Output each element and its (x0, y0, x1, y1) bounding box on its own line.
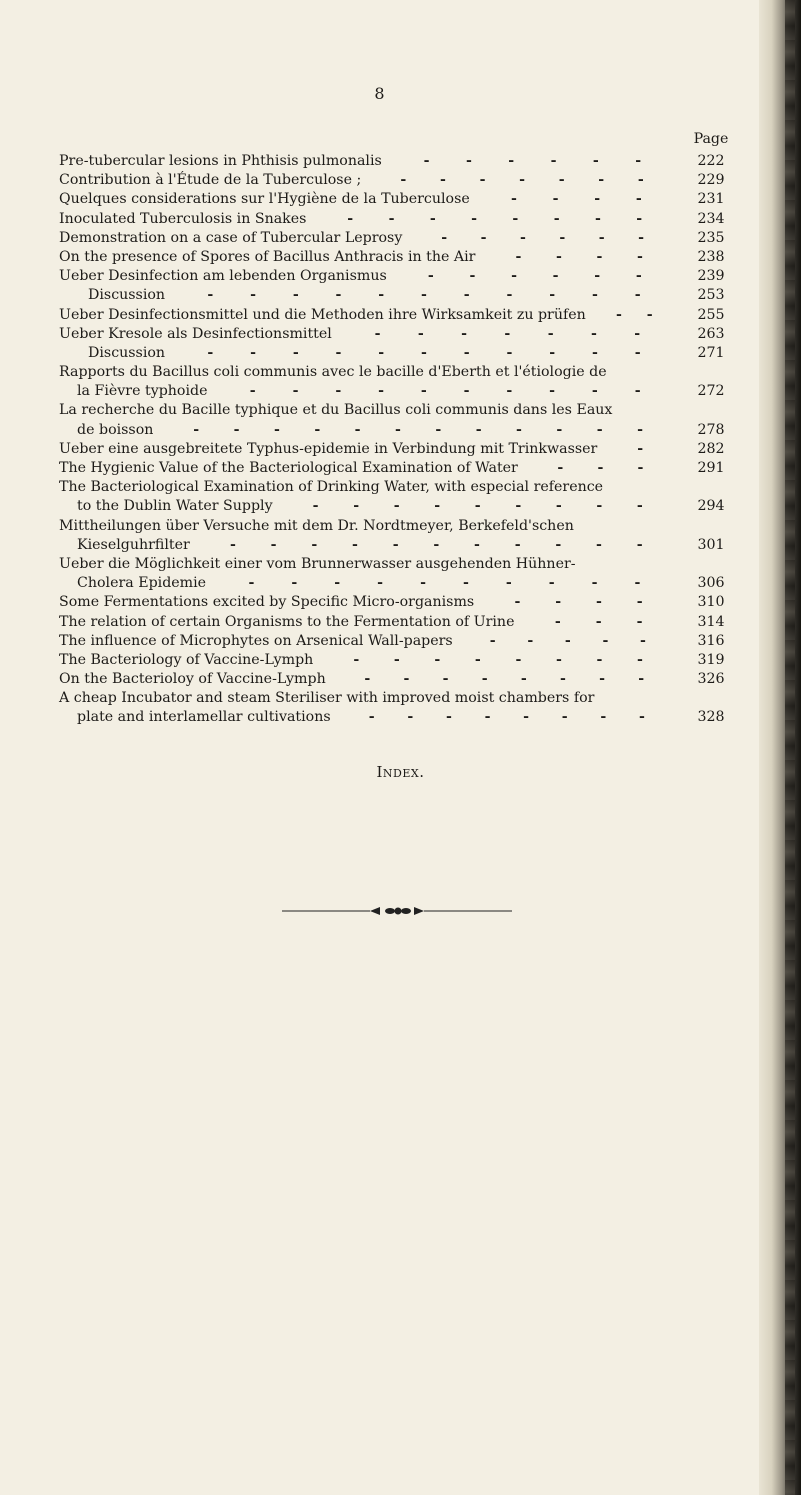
toc-entry (59, 651, 739, 670)
toc-entry (59, 670, 739, 689)
toc-entry-title: On the Bacterioloy of Vaccine-Lymph (59, 671, 326, 688)
toc-entry-page: 272 (697, 383, 725, 400)
toc-entry-page: 238 (697, 248, 725, 265)
toc-entry (59, 632, 739, 651)
toc-entry-line (59, 670, 739, 689)
toc-entry-title: plate and interlamellar cultivations (77, 709, 331, 726)
toc-entry-line (59, 708, 739, 727)
toc-entry-line (59, 555, 739, 574)
toc-entry-page: 328 (697, 709, 725, 726)
toc-entry-page: 319 (697, 651, 725, 668)
ornament-divider (282, 904, 512, 918)
book-page-edge (759, 0, 801, 1495)
toc-entry-title: Ueber eine ausgebreitete Typhus-epidemie in Verbindung mit Trinkwasser (59, 440, 598, 457)
book-spine-shadow (785, 0, 795, 1495)
toc-entry-title: Demonstration on a case of Tubercular Leprosy (59, 229, 403, 246)
index-heading: Index. (376, 763, 425, 781)
toc-entry-line (59, 536, 739, 555)
dot-leader: - - - - - - - - (364, 671, 645, 688)
dot-leader: - - - - (510, 191, 642, 208)
toc-entry-line (59, 593, 739, 612)
toc-entry (59, 440, 739, 459)
toc-entry-title: Cholera Epidemie (77, 575, 207, 592)
toc-entry-line (59, 459, 739, 478)
toc-entry-page: 278 (697, 421, 725, 438)
toc-entry-line (59, 651, 739, 670)
toc-entry-title: The Hygienic Value of the Bacteriological Examination of Water (59, 460, 518, 476)
toc-entry-line (59, 171, 739, 190)
toc-entry-title: The influence of Microphytes on Arsenical Wall-papers (59, 632, 453, 649)
toc-entry-title: Ueber die Möglichkeit einer vom Brunnerwasser ausgehenden Hühner- (59, 555, 576, 572)
toc-entry-page: 235 (697, 229, 725, 246)
toc-entry-line (59, 421, 739, 440)
toc-entry-title: Ueber Desinfectionsmittel und die Methoden ihre Wirksamkeit zu prüfen (59, 306, 586, 323)
toc-entry-page: 231 (697, 191, 725, 208)
toc-entry-title: Some Fermentations excited by Specific Micro-organisms (59, 594, 475, 611)
table-of-contents (59, 130, 739, 728)
toc-entry-title: Discussion (88, 287, 166, 304)
toc-entry (59, 229, 739, 248)
toc-entry-title: The Bacteriological Examination of Drinking Water, with especial reference (59, 479, 604, 496)
toc-entry (59, 306, 739, 325)
toc-entry (59, 344, 739, 363)
toc-entry (59, 325, 739, 344)
dot-leader: - - - - (514, 594, 643, 611)
toc-entry-title: A cheap Incubator and steam Steriliser with improved moist chambers for (59, 690, 595, 707)
dot-leader: - - - - - - (427, 268, 642, 285)
dot-leader: - - - - - - - - (353, 651, 643, 668)
dot-leader: - - - - - - - - (347, 210, 643, 227)
toc-entry-line (59, 478, 739, 497)
dot-leader: - - - - (515, 248, 643, 265)
dot-leader: - - - - - - - - - - - - (193, 421, 643, 438)
toc-entry-title: to the Dublin Water Supply (77, 498, 273, 515)
toc-entry-page: 229 (697, 172, 725, 189)
toc-entry-line (59, 248, 739, 267)
toc-entry-page: 291 (697, 460, 725, 476)
toc-entry-title: Mittheilungen über Versuche mit dem Dr. Nordtmeyer, Berkefeld'schen (59, 517, 574, 534)
dot-leader: - - - - - - - - (368, 709, 645, 726)
toc-entry-title: The relation of certain Organisms to the Fermentation of Urine (59, 613, 515, 630)
toc-entry-line (59, 152, 739, 171)
toc-entry-page: 255 (697, 306, 725, 323)
dot-leader: - - - - - - - - - (312, 498, 643, 515)
toc-entry (59, 152, 739, 171)
toc-entry-line (59, 210, 739, 229)
toc-entry (59, 363, 739, 401)
toc-entry-title: Quelques considerations sur l'Hygiène de la Tuberculose (59, 191, 470, 208)
toc-entry-line (59, 344, 739, 363)
dot-leader: - - - - - - - - - - (249, 383, 641, 400)
toc-entry-page: 294 (697, 498, 725, 515)
toc-entry (59, 459, 739, 478)
toc-entry-line (59, 632, 739, 651)
dot-leader: - - - - - - (423, 153, 642, 169)
toc-entry-line (59, 363, 739, 382)
toc-entry-page: 271 (697, 344, 725, 361)
toc-entry-line (59, 497, 739, 516)
toc-entry-page: 282 (697, 440, 725, 457)
toc-entry-page: 253 (697, 287, 725, 304)
dot-leader: - - - - - - - - - - - (230, 536, 643, 553)
toc-entry (59, 171, 739, 190)
toc-entry (59, 613, 739, 632)
toc-entry-line (59, 401, 739, 420)
toc-entry-title: Rapports du Bacillus coli communis avec le bacille d'Eberth et l'étiologie de (59, 364, 607, 381)
page-column-header: Page (693, 131, 729, 147)
toc-entry-title: Discussion (88, 344, 166, 361)
toc-entry-title: la Fièvre typhoide (77, 383, 208, 400)
dot-leader: - (637, 440, 644, 457)
toc-entry-page: 263 (697, 325, 725, 342)
toc-entry (59, 248, 739, 267)
toc-entry-page: 301 (697, 536, 725, 553)
toc-entry-title: Kieselguhrfilter (77, 536, 190, 553)
toc-entry-title: Pre-tubercular lesions in Phthisis pulmonalis (59, 153, 382, 169)
dot-leader: - - (616, 306, 653, 323)
toc-entry-line (59, 190, 739, 209)
toc-entry-page: 239 (697, 268, 725, 285)
dot-leader: - - - - - - - - - - - (207, 344, 641, 361)
toc-entry (59, 210, 739, 229)
toc-entry-line (59, 613, 739, 632)
dot-leader: - - - - - (489, 632, 646, 649)
toc-entry-line (59, 267, 739, 286)
toc-entry (59, 267, 739, 286)
toc-entry (59, 190, 739, 209)
dot-leader: - - - - - - - - - - - (207, 287, 641, 304)
toc-entry-page: 326 (697, 671, 725, 688)
dot-leader: - - - - - - - - - - (248, 575, 641, 592)
toc-entry-title: Ueber Kresole als Desinfectionsmittel (59, 325, 332, 342)
toc-entry (59, 401, 739, 439)
toc-entry-line (59, 325, 739, 344)
dot-leader: - - - (554, 613, 643, 630)
toc-entry-page: 306 (697, 575, 725, 592)
toc-entry (59, 689, 739, 727)
toc-entry-line (59, 229, 739, 248)
toc-entry-line (59, 517, 739, 536)
toc-entry-line (59, 689, 739, 708)
toc-entry-page: 222 (697, 153, 725, 169)
toc-entry-title: Ueber Desinfection am lebenden Organismus (59, 268, 387, 285)
toc-entries (59, 152, 739, 728)
toc-entry-page: 310 (697, 594, 725, 611)
toc-entry (59, 593, 739, 612)
page-number: 8 (374, 84, 386, 103)
toc-entry-title: Contribution à l'Étude de la Tuberculose ; (59, 172, 362, 189)
toc-entry-page: 316 (697, 632, 725, 649)
toc-entry-line (59, 574, 739, 593)
toc-entry (59, 478, 739, 516)
toc-entry (59, 517, 739, 555)
toc-entry-line (59, 382, 739, 401)
dot-leader: - - - - - - (441, 229, 645, 246)
toc-entry-line (59, 306, 739, 325)
toc-entry-line (59, 440, 739, 459)
toc-entry (59, 555, 739, 593)
toc-entry-title: de boisson (77, 421, 154, 438)
dot-leader: - - - (557, 460, 644, 476)
toc-entry-page: 314 (697, 613, 725, 630)
toc-entry-title: The Bacteriology of Vaccine-Lymph (59, 651, 314, 668)
dot-leader: - - - - - - - (374, 325, 641, 342)
dot-leader: - - - - - - - (400, 172, 644, 189)
toc-entry-title: On the presence of Spores of Bacillus Anthracis in the Air (59, 248, 476, 265)
toc-entry-page: 234 (697, 210, 725, 227)
toc-entry-title: Inoculated Tuberculosis in Snakes (59, 210, 307, 227)
toc-entry-line (59, 286, 739, 305)
toc-entry (59, 286, 739, 305)
toc-entry-title: La recherche du Bacille typhique et du Bacillus coli communis dans les Eaux (59, 402, 613, 419)
